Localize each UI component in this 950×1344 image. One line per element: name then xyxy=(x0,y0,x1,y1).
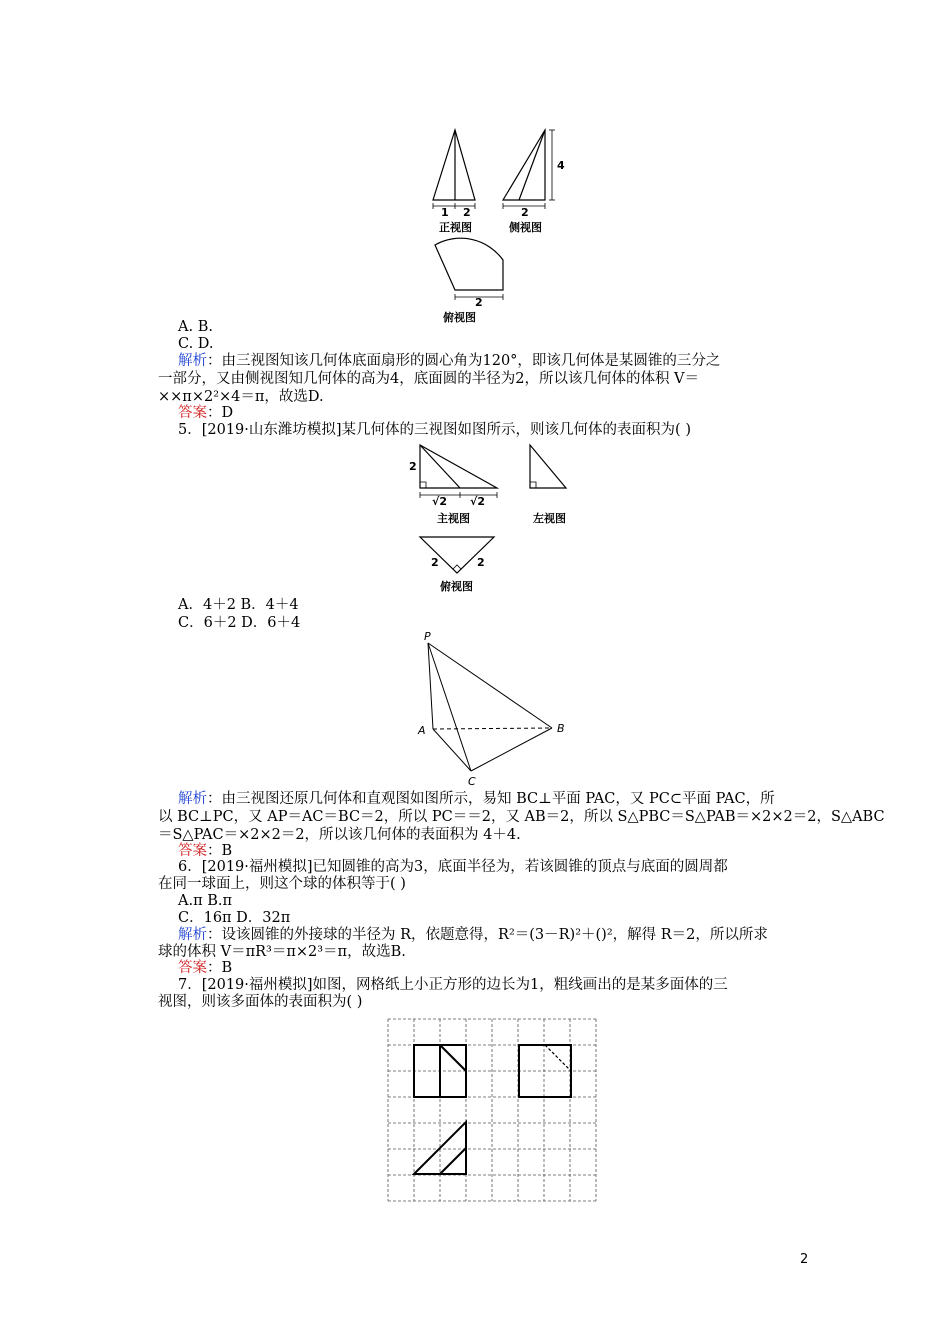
front-view xyxy=(433,130,475,209)
q5-solid-figure xyxy=(410,628,580,790)
q6-answer: 答案：B xyxy=(178,960,233,976)
q4-options-line-1: A. B. xyxy=(178,319,213,335)
analysis-tag: 解析 xyxy=(178,927,207,943)
q4-options-line-2: C. D. xyxy=(178,336,214,352)
side-view-label: 侧视图 xyxy=(509,221,542,234)
q6-analysis-line-2: 球的体积 V＝πR³＝π×2³＝π，故选B. xyxy=(158,944,406,960)
top-dim-2: 2 xyxy=(475,296,483,309)
side-view xyxy=(503,130,555,209)
page-number: 2 xyxy=(800,1252,809,1267)
main-view xyxy=(420,445,497,498)
vertex-c: C xyxy=(468,775,476,788)
top-dim-b: 2 xyxy=(477,556,485,569)
main-dim-sqrt-a: √2 xyxy=(432,495,447,508)
q5-analysis-line-2: 以 BC⊥PC，又 AP＝AC＝BC＝2，所以 PC＝＝2，又 AB＝2，所以 S△PBC＝S△PAB＝×2×2＝2，S△ABC xyxy=(158,809,885,825)
q5-answer: 答案：B xyxy=(178,843,233,859)
answer-tag: 答案 xyxy=(178,960,207,976)
q5-three-view-figure xyxy=(400,440,580,595)
left-view xyxy=(530,445,566,488)
top-view xyxy=(435,238,503,300)
vertex-p: P xyxy=(424,630,431,643)
side-dim-2: 2 xyxy=(521,206,529,219)
analysis-tag: 解析 xyxy=(178,353,207,369)
top-view-label: 俯视图 xyxy=(443,311,476,324)
q6-options-line-2: C．16π D．32π xyxy=(178,910,291,926)
answer-tag: 答案 xyxy=(178,843,207,859)
q6-stem-line-1: 6．[2019·福州模拟]已知圆锥的高为3，底面半径为，若该圆锥的顶点与底面的圆周都 xyxy=(178,859,728,875)
analysis-tag: 解析 xyxy=(178,791,207,807)
q5-stem: 5．[2019·山东潍坊模拟]某几何体的三视图如图所示，则该几何体的表面积为( ) xyxy=(178,422,691,438)
q6-options-line-1: A.π B.π xyxy=(178,893,233,909)
q4-three-view-figure xyxy=(425,125,585,324)
front-dim-1: 1 xyxy=(441,206,449,219)
main-dim-2: 2 xyxy=(409,460,417,473)
q5-options-line-2: C．6＋2 D．6＋4 xyxy=(178,615,301,631)
q7-stem-line-1: 7．[2019·福州模拟]如图，网格纸上小正方形的边长为1，粗线画出的是某多面体的三 xyxy=(178,977,728,993)
q7-stem-line-2: 视图，则该多面体的表面积为( ) xyxy=(158,994,363,1010)
q4-analysis-line-1: 解析：由三视图知该几何体底面扇形的圆心角为120°，即该几何体是某圆锥的三分之 xyxy=(178,353,721,369)
top-view-label: 俯视图 xyxy=(440,580,473,593)
main-dim-sqrt-b: √2 xyxy=(470,495,485,508)
vertex-b: B xyxy=(557,722,565,735)
q5-options-line-1: A．4＋2 B．4＋4 xyxy=(178,597,299,613)
q6-stem-line-2: 在同一球面上，则这个球的体积等于( ) xyxy=(158,876,406,892)
front-dim-2: 2 xyxy=(463,206,471,219)
answer-tag: 答案 xyxy=(178,405,207,421)
side-dim-height: 4 xyxy=(557,159,565,172)
q4-answer: 答案：D xyxy=(178,405,234,421)
top-dim-a: 2 xyxy=(431,556,439,569)
left-view-label: 左视图 xyxy=(533,512,566,525)
q7-grid-figure xyxy=(384,1014,600,1198)
q4-analysis-line-3: ××π×2²×4＝π，故选D. xyxy=(158,389,324,405)
q5-analysis-line-3: ＝S△PAC＝×2×2＝2，所以该几何体的表面积为 4＋4. xyxy=(158,827,521,843)
q5-analysis-line-1: 解析：由三视图还原几何体和直观图如图所示，易知 BC⊥平面 PAC，又 PC⊂平面 PAC，所 xyxy=(178,791,775,807)
main-view-label: 主视图 xyxy=(437,512,470,525)
vertex-a: A xyxy=(418,724,426,737)
front-view-label: 正视图 xyxy=(439,221,472,234)
q6-analysis-line-1: 解析：设该圆锥的外接球的半径为 R，依题意得，R²＝(3－R)²＋()²，解得 R＝2，所以所求 xyxy=(178,927,768,943)
q4-analysis-line-2: 一部分，又由侧视图知几何体的高为4，底面圆的半径为2，所以该几何体的体积 V＝ xyxy=(158,371,700,387)
